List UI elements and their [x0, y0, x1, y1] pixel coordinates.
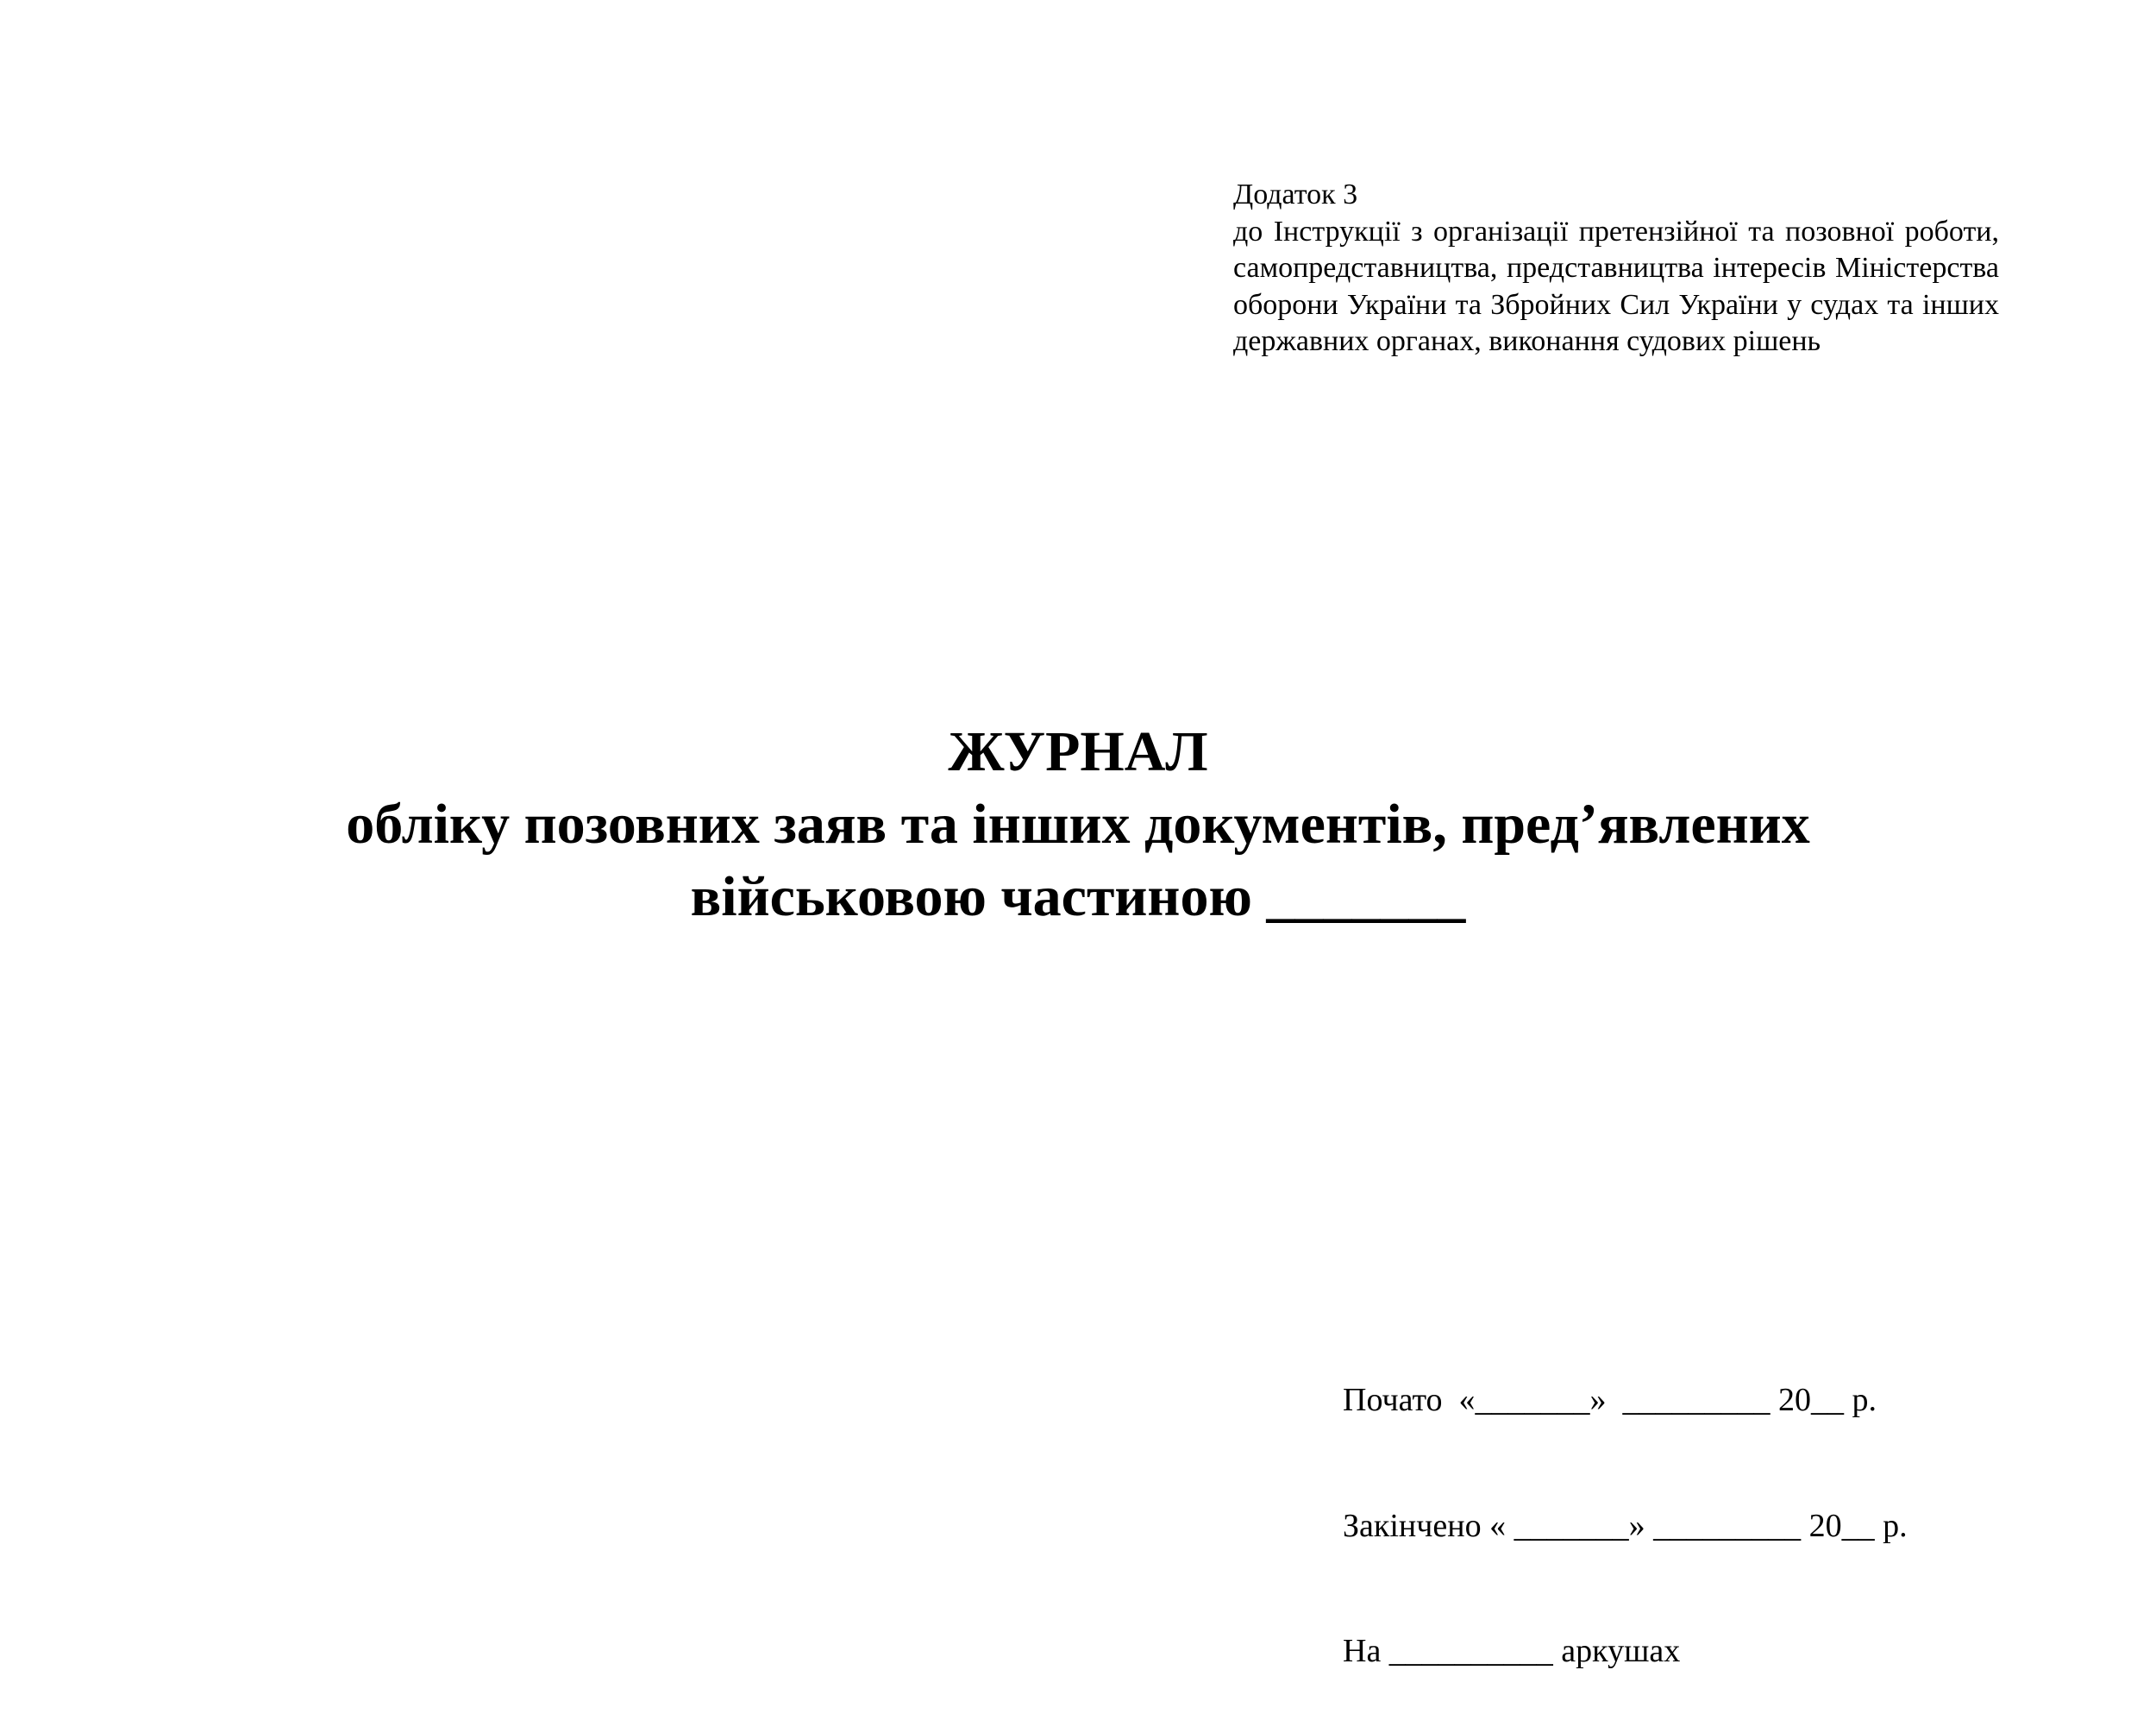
journal-dates [1343, 1296, 1908, 1714]
title-line-1: ЖУРНАЛ [948, 720, 1208, 783]
title-line-3: військовою частиною _______ [690, 865, 1466, 928]
finished-date-line: Закінчено « _______» _________ 20__ р. [1343, 1507, 1908, 1544]
sheet-count-line: На __________ аркушах [1343, 1633, 1681, 1669]
document-title [0, 716, 2156, 933]
title-line-2: обліку позовних заяв та інших документів, пред’явлених [346, 793, 1810, 856]
appendix-label: Додаток 3 [1233, 179, 1358, 210]
appendix-note [1233, 177, 1999, 361]
appendix-text: до Інструкції з організації претензійної та позовної роботи, самопредставництва, представництва інтересів Міністерства оборони України та Збройних Сил України у судах та інших державних органах, виконання судових рішень [1233, 215, 1999, 358]
started-date-line: Почато «_______» _________ 20__ р. [1343, 1382, 1877, 1418]
